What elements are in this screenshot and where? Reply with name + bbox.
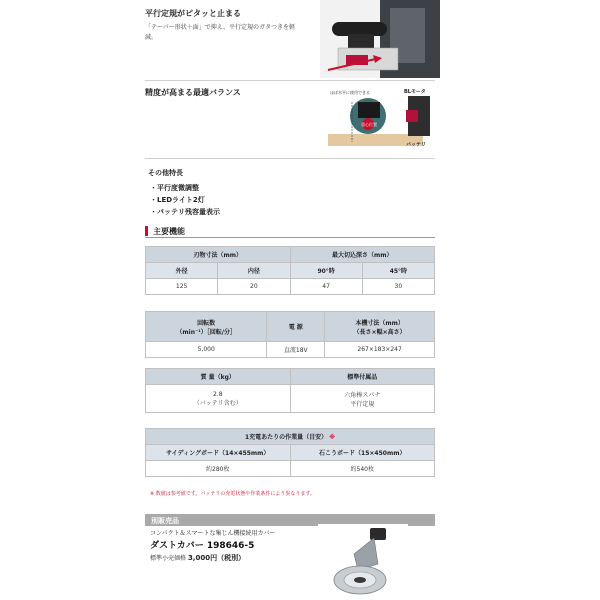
callout-balance: ほぼ水平に使用できる	[330, 90, 370, 95]
balance-diagram-photo	[328, 84, 438, 154]
divider	[145, 80, 435, 81]
other-features-list	[150, 182, 220, 218]
spec-table-work	[145, 428, 435, 477]
accessory-band-label: 別販売品	[151, 517, 179, 525]
work-note-mark: ※	[329, 434, 336, 441]
deg90-label: 90°時	[290, 263, 362, 279]
mass-header: 質 量（kg）	[146, 369, 291, 385]
other-features-title: その他特長	[148, 169, 183, 177]
list-item: ・平行度微調整	[150, 184, 199, 192]
inner-label: 内径	[218, 263, 290, 279]
rpm-value: 5,000	[146, 342, 267, 358]
dust-cover-photo	[318, 524, 408, 598]
spec-table-rpm	[145, 311, 435, 358]
rpm-header: 回転数 （min⁻¹）［回転/分］	[146, 312, 267, 342]
accent-bar	[145, 226, 148, 236]
accessory-price: 標準小売価格 3,000円（税別）	[150, 554, 246, 562]
divider	[145, 158, 435, 159]
power-value: 直流18V	[267, 342, 325, 358]
spec-table-blade	[145, 246, 435, 295]
label-battery: バッテリ	[406, 142, 427, 148]
power-header: 電 源	[267, 312, 325, 342]
outer-label: 外径	[146, 263, 218, 279]
list-item: ・LEDライト2灯	[150, 196, 205, 204]
accessory-value: 六角棒スパナ 平行定規	[290, 385, 435, 413]
feature-title: 平行定規がピタッと止まる	[145, 9, 241, 18]
blade-header: 刃物寸法（mm）	[146, 247, 291, 263]
callout-center: 重心位置	[361, 122, 377, 127]
inner-value: 20	[218, 279, 290, 295]
gypsum-value: 約540枚	[290, 461, 435, 477]
specs-title: 主要機能	[153, 227, 185, 236]
mass-value: 2.8 （バッテリ含む）	[146, 385, 291, 413]
deg45-value: 30	[362, 279, 434, 295]
size-header: 本機寸法（mm） （長さ×幅×高さ）	[325, 312, 435, 342]
accessory-name: ダストカバー 198646-5	[150, 541, 255, 551]
deg45-label: 45°時	[362, 263, 434, 279]
spec-table-mass	[145, 368, 435, 413]
specs-heading	[145, 224, 435, 238]
size-value: 267×183×247	[325, 342, 435, 358]
siding-value: 約280枚	[146, 461, 291, 477]
feature-title: 精度が高まる最適バランス	[145, 88, 241, 97]
gypsum-header: 石こうボード（15×450mm）	[290, 445, 435, 461]
outer-value: 125	[146, 279, 218, 295]
work-header: 1充電あたりの作業量（目安） ※	[146, 429, 435, 445]
accessory-subtitle: コンパクト＆スマートな集じん機接続用カバー	[150, 530, 276, 537]
accessory-header: 標準付属品	[290, 369, 435, 385]
list-item: ・バッテリ残容量表示	[150, 208, 220, 216]
deg90-value: 47	[290, 279, 362, 295]
parallel-guide-photo	[320, 0, 440, 78]
label-motor: BLモータ	[404, 89, 426, 95]
siding-header: サイディングボード（14×455mm）	[146, 445, 291, 461]
depth-header: 最大切込深さ（mm）	[290, 247, 435, 263]
footnote: ※ 数値は参考値です。バッテリの充電状態や作業条件により異なります。	[150, 491, 315, 497]
feature-description: 「テーパー形状＋面」で抑え、平行定規のガタつきを軽 減。	[145, 24, 296, 41]
